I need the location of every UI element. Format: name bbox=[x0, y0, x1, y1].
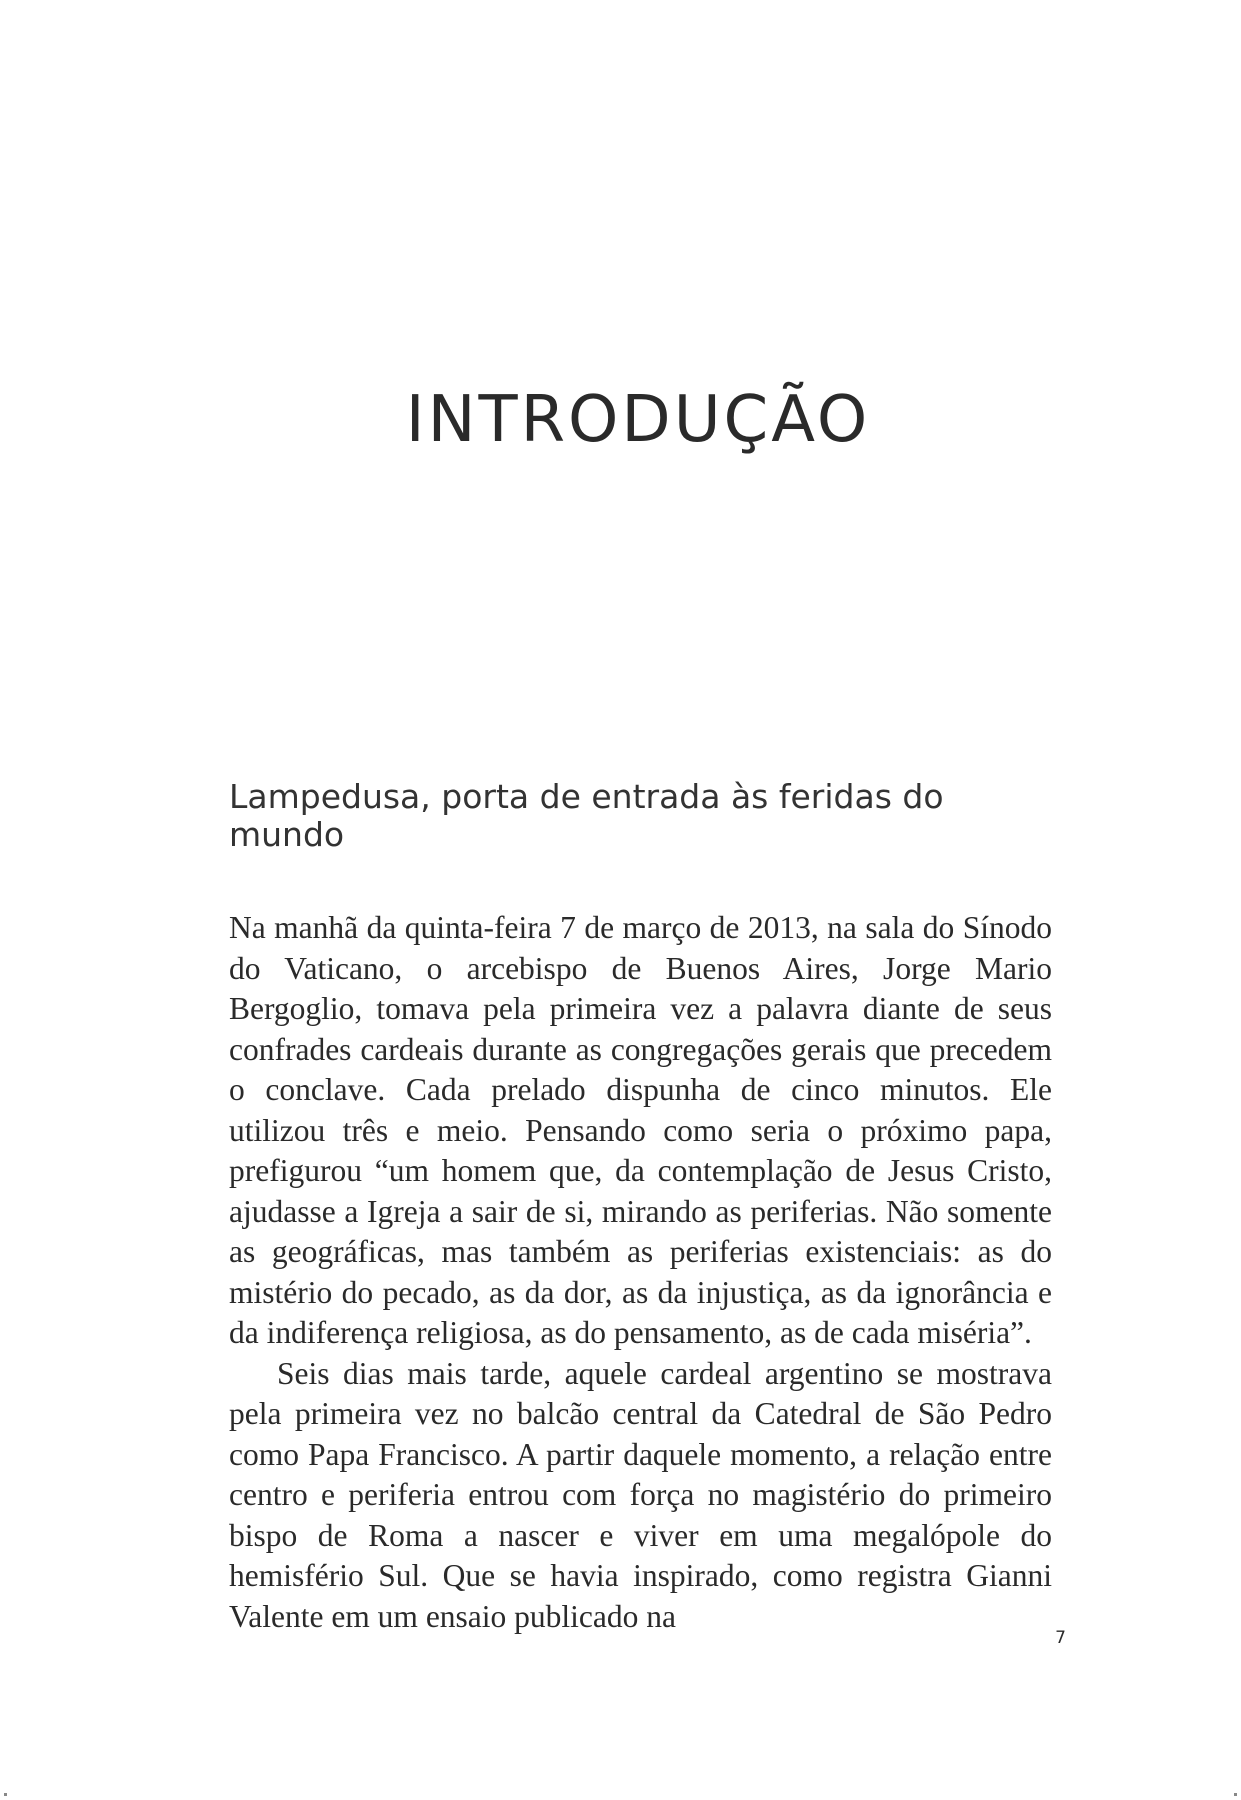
paragraph-1: Na manhã da quinta-feira 7 de março de 2013, na sala do Sínodo do Vaticano, o arcebispo de Buenos Aires, Jorge Mario Bergoglio, tomava pela primeira vez a palavra diante de seus confrades cardeais durante as congregações gerais que precedem o conclave. Cada prelado dispunha de cinco minutos. Ele utilizou três e meio. Pensando como seria o próximo papa, prefigurou “um homem que, da contemplação de Jesus Cristo, ajudasse a Igreja a sair de si, mirando as periferias. Não somente as geográficas, mas também as periferias existenciais: as do mistério do pecado, as da dor, as da injustiça, as da ignorância e da indiferença religiosa, as do pensamento, as de cada miséria”. bbox=[229, 910, 1052, 1350]
chapter-title: INTRODUÇÃO bbox=[405, 383, 871, 457]
body-text bbox=[229, 908, 1052, 1637]
page-number: 7 bbox=[1055, 1628, 1066, 1648]
paragraph-2: Seis dias mais tarde, aquele cardeal argentino se mostrava pela primeira vez no balcão central da Catedral de São Pedro como Papa Francisco. A partir daquele momento, a relação entre centro e periferia entrou com força no magistério do primeiro bispo de Roma a nascer e viver em uma megalópole do hemisfério Sul. Que se havia inspirado, como registra Gianni Valente em um ensaio publicado na bbox=[229, 1355, 1052, 1634]
section-heading: Lampedusa, porta de entrada às feridas do mundo bbox=[229, 777, 944, 854]
crop-mark-right bbox=[1234, 1793, 1237, 1796]
crop-mark-left bbox=[4, 1793, 7, 1796]
